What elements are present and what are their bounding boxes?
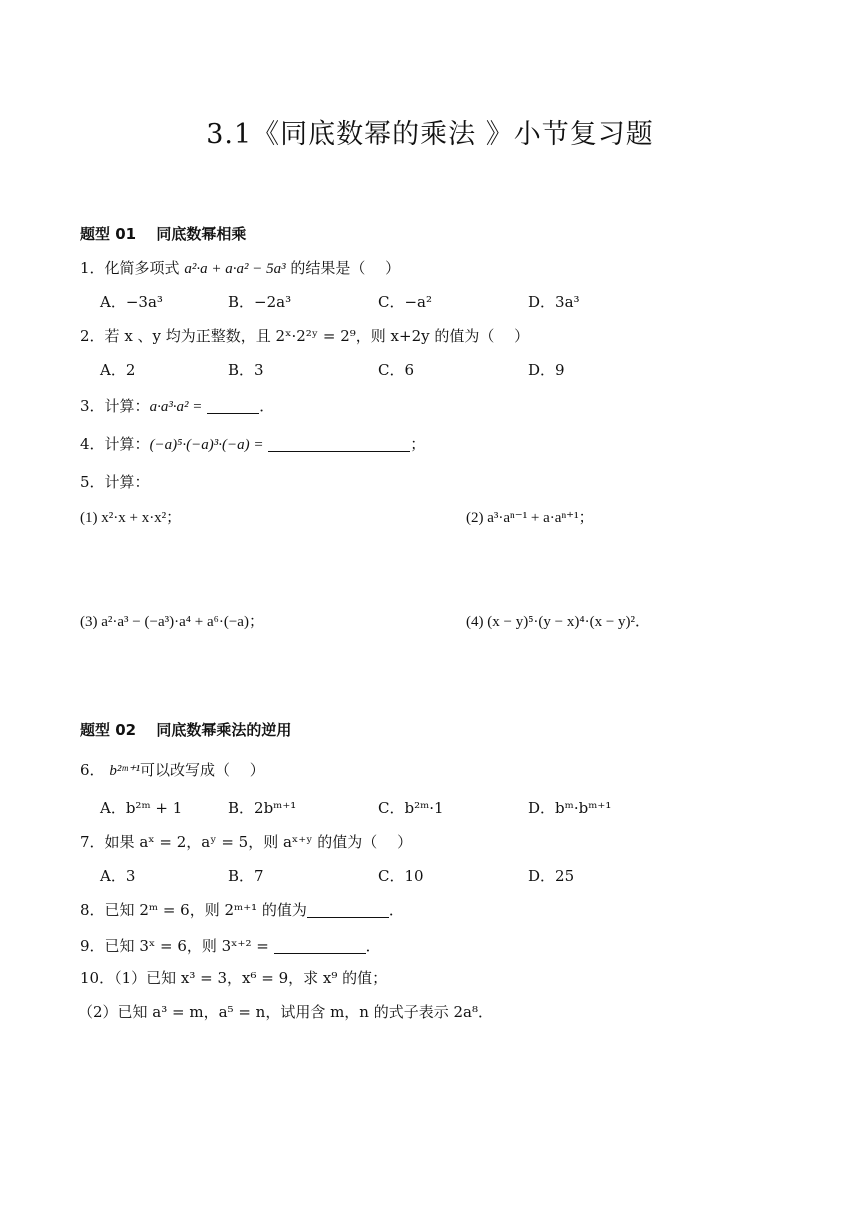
question-tail: 的结果是（ ） xyxy=(290,259,401,277)
option-d: D．9 xyxy=(528,361,565,379)
question-5 xyxy=(80,472,150,492)
question-7 xyxy=(80,832,412,852)
question-9 xyxy=(80,936,381,956)
section-heading-2: 题型 02 同底数幂乘法的逆用 xyxy=(80,721,292,739)
subquestion-3: (3) a²·a³ − (−a³)·a⁴ + a⁶·(−a)； xyxy=(80,614,264,630)
question-3 xyxy=(80,396,274,417)
question-text: 化简多项式 xyxy=(104,259,180,277)
section-heading-1: 题型 01 同底数幂相乘 xyxy=(80,225,247,243)
math-expression: a·a³·a² = xyxy=(149,399,203,415)
period: ． xyxy=(365,937,381,955)
question-1 xyxy=(80,258,400,279)
question-number: 1． xyxy=(80,259,105,277)
question-text: 计算： xyxy=(104,435,150,453)
question-number: 9． xyxy=(80,937,105,955)
option-c: C．6 xyxy=(378,361,415,379)
question-text: 可以改写成（ ） xyxy=(140,761,265,779)
option-d: D．3a³ xyxy=(528,293,580,311)
option-c: C．−a² xyxy=(378,293,433,311)
question-number: 2． xyxy=(80,327,105,345)
answer-blank[interactable] xyxy=(207,399,259,414)
option-a: A．3 xyxy=(100,867,136,885)
question-number: 7． xyxy=(80,833,105,851)
question-number: 3． xyxy=(80,397,105,415)
option-b: B．7 xyxy=(228,867,264,885)
option-b: B．−2a³ xyxy=(228,293,292,311)
period: ． xyxy=(388,901,404,919)
question-6 xyxy=(80,760,265,781)
question-8 xyxy=(80,900,404,920)
question-text: 计算： xyxy=(104,473,150,491)
subquestion-2: (2) a³·aⁿ⁻¹ + a·aⁿ⁺¹； xyxy=(466,510,594,526)
option-c: C．10 xyxy=(378,867,424,885)
semicolon: ； xyxy=(410,435,426,453)
question-10 xyxy=(80,968,387,988)
question-number: 6． xyxy=(80,761,105,779)
question-10-part-2: （2）已知 a³ = m，a⁵ = n，试用含 m，n 的式子表示 2a⁸． xyxy=(78,1003,494,1021)
option-a: A．2 xyxy=(100,361,136,379)
question-number: 4． xyxy=(80,435,105,453)
answer-blank[interactable] xyxy=(268,437,410,452)
subquestion-1: (1) x²·x + x·x²； xyxy=(80,510,182,526)
question-text: 若 x 、y 均为正整数，且 2ˣ·2²ʸ = 2⁹，则 x+2y 的值为（ ） xyxy=(104,327,530,345)
subquestion-4: (4) (x − y)⁵·(y − x)⁴·(x − y)²． xyxy=(466,614,651,630)
option-c: C．b²ᵐ·1 xyxy=(378,799,444,817)
answer-blank[interactable] xyxy=(274,939,366,954)
math-expression: (−a)⁵·(−a)³·(−a) = xyxy=(149,437,264,453)
question-part-1: （1）已知 x³ = 3，x⁶ = 9，求 x⁹ 的值； xyxy=(114,969,388,987)
question-number: 5． xyxy=(80,473,105,491)
math-expression: b²ᵐ⁺¹ xyxy=(109,763,140,779)
answer-blank[interactable] xyxy=(307,903,389,918)
page-title: 3.1《同底数幂的乘法 》小节复习题 xyxy=(206,119,654,150)
option-d: D．25 xyxy=(528,867,575,885)
question-4 xyxy=(80,434,425,455)
question-text: 计算： xyxy=(104,397,150,415)
math-expression: a²·a + a·a² − 5a³ xyxy=(184,261,286,277)
period: ． xyxy=(259,397,275,415)
question-number: 10． xyxy=(80,969,115,987)
question-text: 已知 2ᵐ = 6，则 2ᵐ⁺¹ 的值为 xyxy=(104,901,307,919)
option-b: B．3 xyxy=(228,361,264,379)
question-2 xyxy=(80,326,529,346)
question-number: 8． xyxy=(80,901,105,919)
question-text: 如果 aˣ = 2，aʸ = 5，则 aˣ⁺ʸ 的值为（ ） xyxy=(104,833,413,851)
question-text: 已知 3ˣ = 6，则 3ˣ⁺² = xyxy=(104,937,269,955)
option-a: A．−3a³ xyxy=(100,293,163,311)
option-b: B．2bᵐ⁺¹ xyxy=(228,799,297,817)
option-a: A．b²ᵐ + 1 xyxy=(100,799,183,817)
option-d: D．bᵐ·bᵐ⁺¹ xyxy=(528,799,612,817)
